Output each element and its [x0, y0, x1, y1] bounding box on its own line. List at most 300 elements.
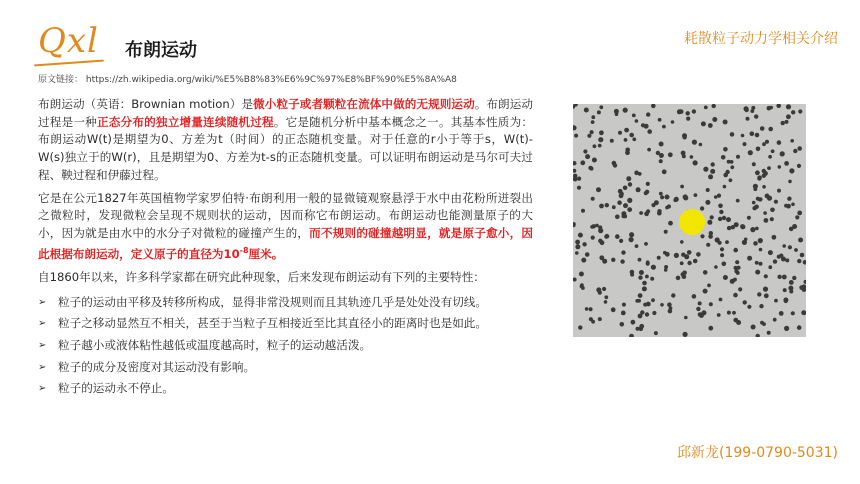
particle: [725, 240, 729, 244]
particle: [791, 110, 795, 114]
particle: [667, 204, 671, 208]
particle: [623, 108, 628, 113]
particle: [581, 286, 585, 290]
particle: [720, 247, 724, 251]
particle: [590, 225, 594, 229]
particle: [696, 307, 700, 311]
particle: [729, 178, 733, 182]
particle: [757, 292, 761, 296]
particle: [762, 185, 766, 189]
particle: [587, 134, 591, 138]
particle: [598, 137, 603, 142]
particle: [617, 200, 622, 205]
intro-highlight-2: 正态分布的独立增量连续随机过程: [96, 114, 274, 129]
particle: [589, 317, 593, 321]
main-content: [38, 96, 533, 400]
particle: [703, 289, 708, 294]
particle: [752, 201, 756, 205]
particle: [733, 278, 737, 282]
particle: [703, 167, 708, 172]
list-item: [38, 357, 533, 379]
list-item-text: 粒子的运动由平移及转移所构成，显得非常没规则而且其轨迹几乎是处处没有切线。: [58, 294, 487, 309]
particle: [623, 214, 627, 218]
particle: [584, 108, 589, 113]
particle: [764, 274, 768, 278]
header-subtitle: 耗散粒子动力学相关介绍: [684, 31, 838, 47]
tracer-particle: [679, 209, 705, 235]
particle: [723, 185, 727, 189]
particle: [721, 155, 726, 160]
footer-contact: 邱新龙(199-0790-5031): [676, 445, 838, 461]
intro-text-1: 布朗运动（英语：Brownian motion）是: [38, 97, 254, 111]
particle: [659, 142, 664, 147]
particle: [620, 259, 624, 263]
particle: [696, 252, 701, 257]
particle: [581, 209, 585, 213]
particle: [726, 217, 731, 222]
particle: [793, 149, 797, 153]
particle: [777, 275, 781, 279]
particle: [657, 209, 661, 213]
intro-text-3: 。它是随机分析中基本概念之一。其基本性质为：布朗运动W(t)是期望为0、方差为t（时间）的正态随机变量。对于任意的r小于等于s，W(t)-W(s)独立于的W(r)，且是期望为0、方差为t-s的正态随机变量。可以证明布朗运动是马尔可夫过程、鞅过程和伊藤过程。: [38, 114, 533, 182]
particle: [642, 286, 647, 291]
particle: [756, 147, 761, 152]
bullet-arrow-icon: ➢: [38, 383, 47, 395]
particle: [797, 325, 802, 330]
particle: [707, 220, 712, 225]
particle: [684, 316, 688, 320]
particle: [595, 224, 599, 228]
particle: [773, 259, 777, 263]
particle: [591, 236, 595, 240]
particle: [610, 139, 614, 143]
list-item: [38, 313, 533, 335]
particle: [719, 298, 723, 302]
particle: [736, 271, 740, 275]
particle: [598, 317, 602, 321]
particle: [644, 191, 648, 195]
page-title: 布朗运动: [125, 40, 197, 61]
particle: [753, 241, 758, 246]
particle: [686, 111, 690, 115]
particle: [742, 240, 747, 245]
particle: [768, 265, 772, 269]
particle: [585, 154, 590, 159]
particle: [795, 215, 799, 219]
particle: [712, 117, 717, 122]
particle: [635, 119, 639, 123]
particle: [771, 149, 775, 153]
particle: [574, 134, 578, 138]
particle-field: [573, 104, 806, 337]
particle: [789, 280, 794, 285]
particle: [780, 151, 785, 156]
particle: [645, 312, 649, 316]
particle: [763, 171, 768, 176]
particle: [680, 185, 684, 189]
list-item-text: 粒子的成分及密度对其运动没有影响。: [58, 359, 256, 374]
particle: [612, 205, 616, 209]
particle: [709, 231, 713, 235]
particle: [791, 203, 795, 207]
particle: [717, 194, 721, 198]
particle: [683, 332, 688, 337]
particle: [591, 120, 595, 124]
particle: [708, 123, 713, 128]
particle: [615, 234, 620, 239]
particle: [727, 160, 731, 164]
particle: [751, 325, 756, 330]
particle: [602, 287, 606, 291]
particle: [676, 276, 681, 281]
particle: [714, 195, 718, 199]
particle: [632, 137, 636, 141]
intro-text-2: 。布朗运动过程是一种: [38, 97, 533, 129]
particle: [708, 326, 713, 331]
particle: [762, 322, 766, 326]
particle: [777, 140, 782, 145]
particle: [624, 138, 628, 142]
particle: [622, 303, 626, 307]
particle: [707, 284, 711, 288]
particle: [755, 170, 760, 175]
source-label: 原文链接：: [38, 75, 84, 85]
particle: [706, 188, 710, 192]
bullet-arrow-icon: ➢: [38, 296, 47, 308]
particle: [694, 193, 698, 197]
particle: [646, 260, 650, 264]
particle: [623, 203, 628, 208]
particle: [791, 311, 795, 315]
list-item-text: 粒子之移动显然互不相关，甚至于当粒子互相接近至比其直径小的距离时也是如此。: [58, 316, 487, 331]
particle: [577, 186, 581, 190]
particle: [759, 248, 763, 252]
particle: [692, 109, 696, 113]
particle: [692, 140, 697, 145]
particle: [700, 234, 704, 238]
particle: [789, 168, 794, 173]
particle: [722, 262, 727, 267]
particle: [732, 311, 736, 315]
particle: [659, 154, 663, 158]
particle: [723, 120, 728, 125]
particle: [686, 117, 690, 121]
particle: [731, 225, 735, 229]
particle: [598, 225, 602, 229]
source-link[interactable]: https://zh.wikipedia.org/wiki/%E5%B8%83%E6%9C%97%E8%BF%90%E5%8A%A8: [85, 75, 457, 85]
particle: [690, 155, 694, 159]
particle: [627, 198, 632, 203]
particle: [784, 161, 789, 166]
particle: [730, 165, 734, 169]
particle: [631, 320, 636, 325]
particle: [651, 298, 655, 302]
particle: [677, 109, 682, 114]
particle: [687, 261, 691, 265]
particle: [779, 254, 783, 258]
particle: [722, 216, 726, 220]
particle: [725, 170, 729, 174]
particle: [719, 210, 723, 214]
particle: [747, 256, 752, 261]
particle: [662, 125, 666, 129]
particle: [682, 154, 686, 158]
particle: [709, 302, 713, 306]
particle: [652, 311, 656, 315]
particle: [711, 162, 715, 166]
particle: [799, 285, 804, 290]
particle: [605, 203, 609, 207]
particle: [750, 227, 755, 232]
particle: [717, 313, 721, 317]
particle: [650, 277, 654, 281]
particle: [782, 244, 786, 248]
particle: [797, 259, 801, 263]
particle: [723, 147, 728, 152]
particle: [654, 331, 658, 335]
particle: [758, 238, 763, 243]
particle: [683, 194, 688, 199]
particle: [591, 197, 595, 201]
particle: [639, 270, 644, 275]
particle: [647, 129, 652, 134]
particle: [783, 288, 787, 292]
particle: [620, 192, 624, 196]
particle: [774, 299, 778, 303]
particle: [756, 197, 760, 201]
particle: [682, 135, 686, 139]
particle: [788, 245, 792, 249]
particle: [757, 175, 762, 180]
particle: [759, 262, 763, 266]
particle: [704, 106, 708, 110]
particle: [778, 165, 782, 169]
particle: [714, 265, 718, 269]
particle: [767, 166, 771, 170]
particle: [592, 158, 597, 163]
particle: [706, 243, 710, 247]
particle: [647, 148, 651, 152]
particle: [744, 106, 749, 111]
particle: [772, 235, 777, 240]
particle: [718, 204, 723, 209]
particle: [596, 187, 601, 192]
history-highlight-text: 而不规则的碰撞越明显，就是原子愈小，因此根据布朗运动，定义原子的直径为10: [38, 225, 533, 262]
particle: [751, 106, 755, 110]
particle: [733, 248, 738, 253]
particle: [767, 331, 771, 335]
bullet-arrow-icon: ➢: [38, 340, 47, 352]
particle: [747, 305, 751, 309]
source-line: [38, 72, 457, 85]
particle: [671, 120, 675, 124]
particle: [743, 300, 747, 304]
particle: [646, 209, 650, 213]
particle: [698, 301, 702, 305]
particle: [781, 121, 785, 125]
particle: [624, 128, 629, 133]
particle: [750, 131, 755, 136]
particle: [730, 132, 735, 137]
particle: [768, 250, 773, 255]
particle: [755, 227, 759, 231]
particle: [720, 253, 724, 257]
particle: [754, 114, 758, 118]
particle: [797, 146, 802, 151]
particle: [770, 217, 774, 221]
particle: [611, 307, 616, 312]
particle: [646, 112, 650, 116]
particle: [789, 227, 794, 232]
particle: [680, 240, 684, 244]
particle: [621, 250, 625, 254]
particle: [625, 148, 630, 153]
particle: [638, 314, 643, 319]
particle: [604, 234, 608, 238]
particle: [712, 104, 716, 108]
particle: [577, 177, 581, 181]
particle: [662, 169, 667, 174]
particle: [699, 313, 704, 318]
particle: [798, 109, 802, 113]
particle: [777, 189, 781, 193]
particle: [765, 194, 770, 199]
particle: [674, 197, 679, 202]
particle: [765, 140, 769, 144]
particle: [638, 172, 642, 176]
particle: [659, 192, 663, 196]
logo: Qxl: [38, 21, 99, 61]
particle: [746, 117, 750, 121]
particle: [575, 240, 580, 245]
particle: [611, 258, 615, 262]
particle: [727, 226, 731, 230]
particle: [741, 134, 745, 138]
particle: [651, 265, 656, 270]
particle: [589, 307, 593, 311]
particle: [613, 163, 617, 167]
particle: [755, 261, 759, 265]
particle: [599, 204, 604, 209]
particle: [764, 218, 769, 223]
particle: [632, 114, 636, 118]
particle: [593, 144, 597, 148]
particle: [699, 143, 703, 147]
particle: [736, 199, 740, 203]
particle: [667, 302, 672, 307]
history-text: 它是在公元1827年英国植物学家罗伯特·布朗利用一般的显微镜观察悬浮于水中由花粉所迸裂出之微粒时，发现微粒会呈现不规则状的运动，因而称它布朗运动。布朗运动也能测量原子的大小，因为就是由水中的水分子对微粒的碰撞产生的，: [38, 190, 533, 240]
particle: [597, 110, 601, 114]
particle: [581, 258, 586, 263]
particle: [659, 159, 663, 163]
particle: [641, 123, 645, 127]
particle: [782, 275, 787, 280]
particle: [627, 207, 632, 212]
particle: [623, 186, 628, 191]
particle: [773, 318, 777, 322]
particle: [628, 182, 632, 186]
particle: [786, 104, 791, 109]
particle: [585, 307, 589, 311]
particle: [768, 127, 773, 132]
particle: [629, 232, 634, 237]
particle: [635, 244, 639, 248]
particle: [575, 244, 580, 249]
history-highlight-exponent: -8: [239, 246, 249, 256]
particle: [660, 195, 664, 199]
particle: [763, 211, 767, 215]
particle: [596, 287, 601, 292]
particle: [705, 200, 710, 205]
particle: [682, 274, 687, 279]
particle: [764, 293, 769, 298]
particle: [786, 114, 791, 119]
particle: [646, 302, 651, 307]
particle: [768, 155, 772, 159]
particle: [579, 272, 584, 277]
particle: [618, 131, 622, 135]
particle: [727, 311, 731, 315]
list-item: [38, 292, 533, 314]
particle: [621, 311, 626, 316]
particle: [614, 109, 619, 114]
particle: [738, 287, 742, 291]
particle: [723, 275, 728, 280]
particle: [788, 180, 792, 184]
particle: [599, 130, 604, 135]
particle: [635, 299, 639, 303]
particle: [769, 106, 773, 110]
particle: [636, 327, 640, 331]
particle: [754, 205, 759, 210]
particle: [797, 211, 802, 216]
particle: [668, 152, 673, 157]
particle: [629, 237, 634, 242]
list-item: [38, 335, 533, 357]
particle: [755, 133, 760, 138]
particle: [646, 182, 650, 186]
list-item-text: 粒子的运动永不停止。: [58, 381, 174, 396]
particle: [753, 187, 757, 191]
particle: [785, 258, 789, 262]
particle: [693, 160, 698, 165]
particle: [787, 204, 791, 208]
particle: [785, 120, 789, 124]
particle: [740, 224, 745, 229]
particle: [794, 248, 798, 252]
particle: [639, 211, 643, 215]
particle: [700, 206, 704, 210]
brownian-simulation-image: [573, 104, 806, 337]
particle: [664, 268, 668, 272]
particle: [743, 142, 747, 146]
particle: [674, 253, 679, 258]
particle: [575, 251, 579, 255]
properties-list: [38, 292, 533, 400]
particle: [580, 160, 585, 165]
particle: [779, 311, 784, 316]
particle: [630, 270, 635, 275]
properties-intro: 自1860年以来，许多科学家都在研究此种现象，后来发现布朗运动有下列的主要特性：: [38, 270, 485, 285]
particle: [604, 295, 608, 299]
particle: [759, 304, 763, 308]
particle: [657, 256, 661, 260]
particle: [654, 200, 659, 205]
particle: [784, 326, 789, 331]
particle: [715, 237, 720, 242]
particle: [591, 115, 595, 119]
particle: [735, 260, 739, 264]
